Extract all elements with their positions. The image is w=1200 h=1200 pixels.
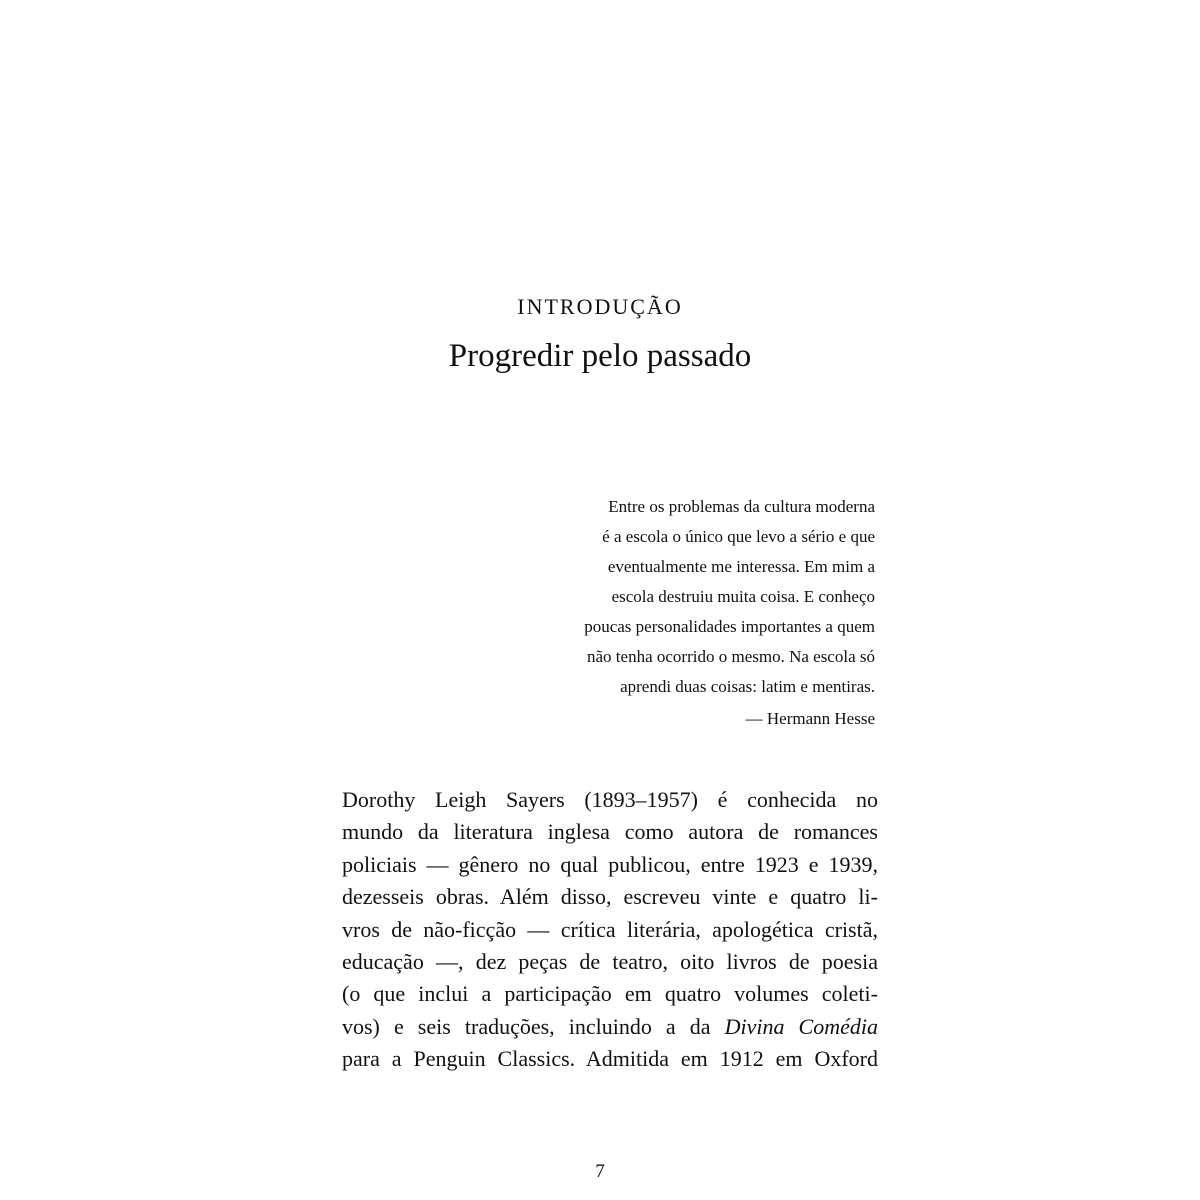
epigraph-line: aprendi duas coisas: latim e mentiras.: [620, 677, 875, 696]
chapter-title: Progredir pelo passado: [448, 338, 752, 374]
italic-book-title: Divina Comédia: [724, 1013, 878, 1039]
body-line: policiais — gênero no qual publicou, entre 1923 e 1939,: [342, 851, 878, 877]
page-number: 7: [595, 1161, 605, 1182]
epigraph-line: não tenha ocorrido o mesmo. Na escola só: [587, 647, 875, 666]
body-line: para a Penguin Classics. Admitida em 1912 em Oxford: [342, 1046, 878, 1072]
epigraph: [480, 492, 875, 702]
body-line: vros de não-ficção — crítica literária, apologética cristã,: [342, 916, 878, 942]
chapter-label: INTRODUÇÃO: [517, 294, 683, 319]
epigraph-author: — Hermann Hesse: [745, 709, 875, 728]
body-line-text: vos) e seis traduções, incluindo a da: [342, 1013, 725, 1039]
epigraph-line: escola destruiu muita coisa. E conheço: [611, 587, 875, 606]
epigraph-line: poucas personalidades importantes a quem: [584, 617, 875, 636]
body-line-with-italic: [342, 1011, 878, 1043]
body-line: Dorothy Leigh Sayers (1893–1957) é conhecida no: [342, 787, 878, 812]
body-line: mundo da literatura inglesa como autora de romances: [342, 819, 878, 845]
body-line: (o que inclui a participação em quatro volumes coleti-: [342, 981, 878, 1007]
body-line: educação —, dez peças de teatro, oito livros de poesia: [342, 949, 878, 975]
body-line: dezesseis obras. Além disso, escreveu vinte e quatro li-: [342, 884, 878, 910]
epigraph-line: eventualmente me interessa. Em mim a: [607, 557, 875, 576]
body-paragraph: [342, 784, 878, 1076]
epigraph-line: Entre os problemas da cultura moderna: [608, 497, 875, 516]
epigraph-line: é a escola o único que levo a sério e que: [602, 527, 875, 546]
